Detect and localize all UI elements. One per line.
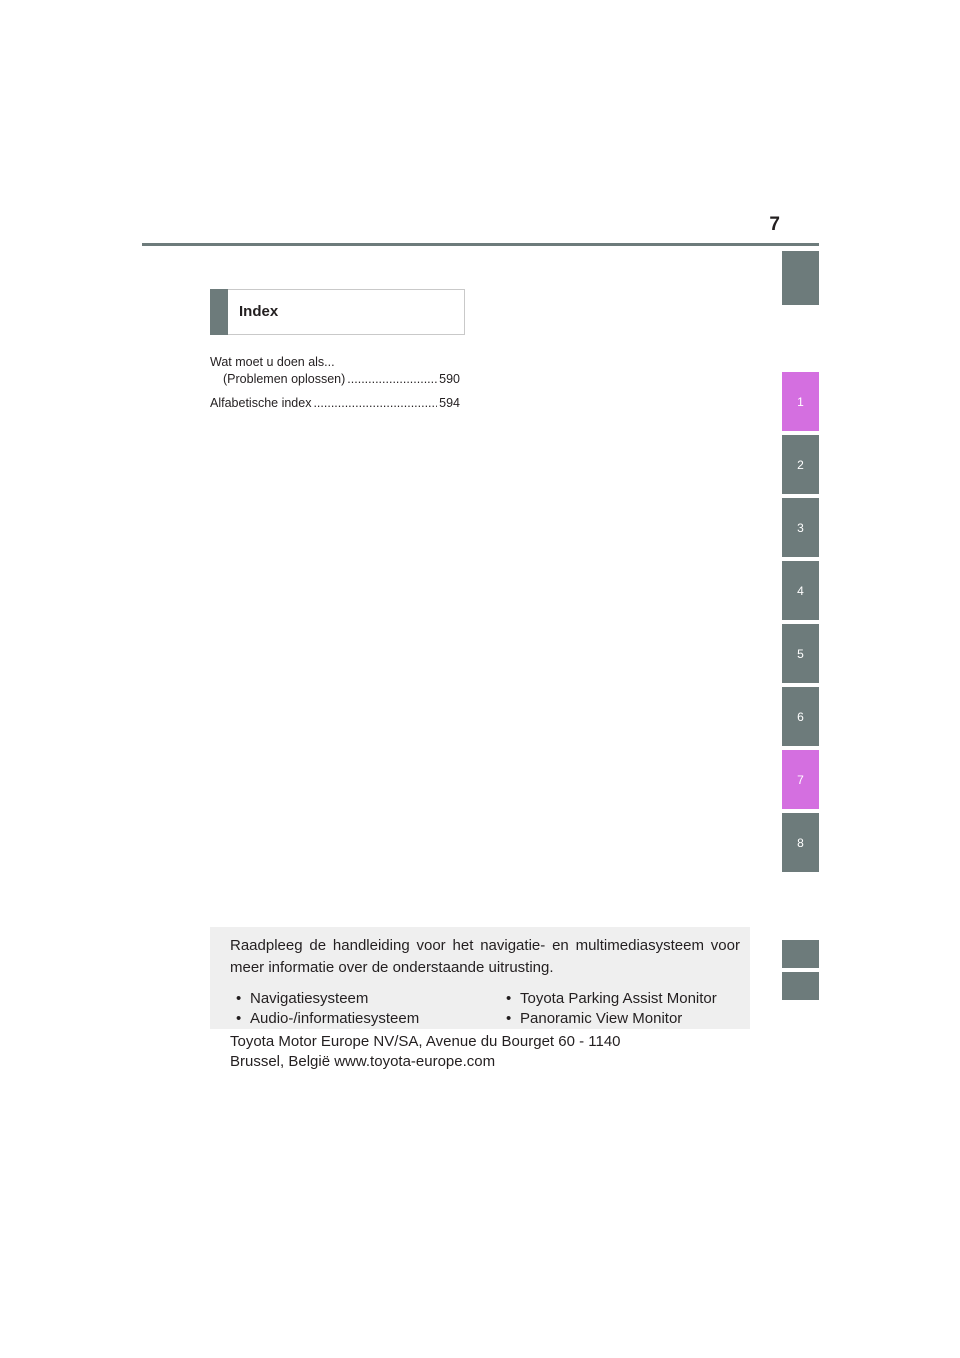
notice-box — [210, 927, 750, 1029]
notice-item: • Panoramic View Monitor — [506, 1010, 683, 1027]
toc-entry[interactable] — [210, 395, 460, 412]
page-number: 7 — [769, 214, 780, 235]
chapter-tab-bottom-1[interactable] — [782, 940, 819, 968]
chapter-tab-1[interactable]: 1 — [782, 372, 819, 431]
section-header-bar — [210, 289, 228, 335]
table-of-contents — [210, 354, 460, 419]
chapter-tab-6[interactable]: 6 — [782, 687, 819, 746]
notice-item: • Audio-/informatiesysteem — [236, 1010, 420, 1027]
chapter-tab-2[interactable]: 2 — [782, 435, 819, 494]
chapter-tab-top[interactable] — [782, 251, 819, 305]
chapter-tab-3[interactable]: 3 — [782, 498, 819, 557]
chapter-tab-7[interactable]: 7 — [782, 750, 819, 809]
toc-leader-dots — [347, 371, 437, 388]
toc-entry-title: Alfabetische index — [210, 396, 312, 410]
notice-item: • Navigatiesysteem — [236, 990, 369, 1007]
toc-page-number: 590 — [439, 372, 460, 386]
toc-entry-subtitle: (Problemen oplossen) — [223, 372, 346, 386]
bullet-icon: • — [506, 1010, 512, 1027]
toc-page-number: 594 — [439, 396, 460, 410]
bullet-icon: • — [236, 1010, 242, 1027]
chapter-tab-bottom-2[interactable] — [782, 972, 819, 1000]
header-rule — [142, 243, 819, 246]
bullet-icon: • — [506, 990, 512, 1007]
chapter-tab-5[interactable]: 5 — [782, 624, 819, 683]
publisher-address: Toyota Motor Europe NV/SA, Avenue du Bourget 60 - 1140 Brussel, België www.toyota-europe.com — [230, 1033, 621, 1070]
chapter-tab-4[interactable]: 4 — [782, 561, 819, 620]
bullet-icon: • — [236, 990, 242, 1007]
section-header — [210, 289, 465, 335]
toc-entry[interactable] — [210, 354, 460, 388]
notice-item: • Toyota Parking Assist Monitor — [506, 990, 717, 1007]
section-title: Index — [239, 303, 279, 320]
notice-text: Raadpleeg de handleiding voor het navigatie- en multimediasysteem voor meer informatie over de onderstaande uitrusting. — [230, 937, 740, 976]
toc-leader-dots — [313, 395, 437, 412]
toc-entry-title: Wat moet u doen als... — [210, 355, 335, 369]
chapter-tab-8[interactable]: 8 — [782, 813, 819, 872]
